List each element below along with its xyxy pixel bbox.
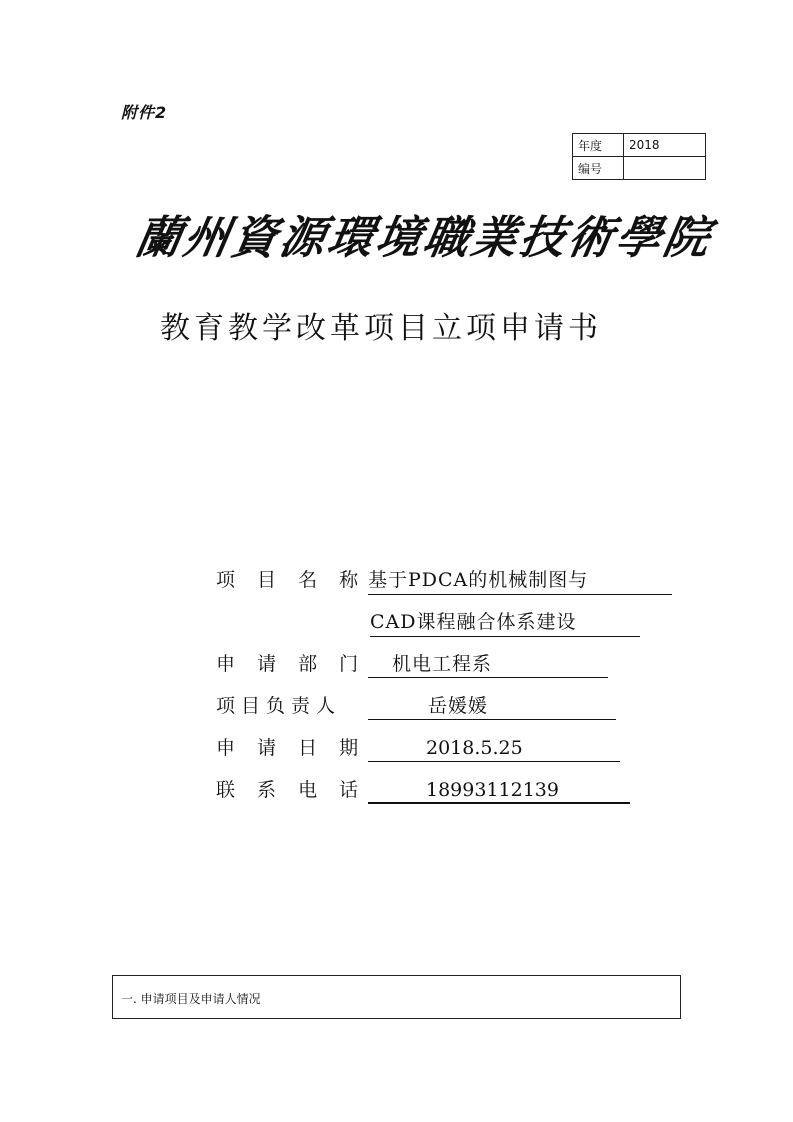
leader-row	[216, 692, 489, 720]
year-label: 年度	[573, 134, 624, 157]
year-value: 2018	[624, 134, 706, 157]
leader-value: 岳媛媛	[368, 692, 616, 720]
leader-label: 项目负责人	[216, 695, 342, 717]
school-name-logo: 蘭州資源環境職業技術學院	[131, 211, 717, 264]
year-number-table	[572, 133, 706, 180]
number-value	[624, 157, 706, 180]
department-row	[216, 650, 493, 678]
number-label: 编号	[573, 157, 624, 180]
date-label: 申 请 日 期	[216, 737, 367, 759]
section-heading: 一. 申请项目及申请人情况	[121, 992, 261, 1006]
document-title: 教育教学改革项目立项申请书	[160, 311, 602, 346]
project-name-value-line2: CAD课程融合体系建设	[370, 608, 640, 637]
department-value: 机电工程系	[368, 650, 608, 678]
phone-value: 18993112139	[368, 776, 630, 804]
date-row	[216, 734, 523, 762]
section-box	[112, 975, 681, 1019]
date-value: 2018.5.25	[368, 734, 620, 762]
phone-label: 联 系 电 话	[216, 779, 367, 801]
department-label: 申 请 部 门	[216, 653, 367, 675]
project-name-label: 项 目 名 称	[216, 569, 367, 591]
phone-row	[216, 776, 559, 804]
project-name-row	[216, 566, 589, 594]
attachment-label: 附件2	[121, 103, 168, 122]
project-name-value-line1: 基于PDCA的机械制图与	[368, 566, 672, 595]
